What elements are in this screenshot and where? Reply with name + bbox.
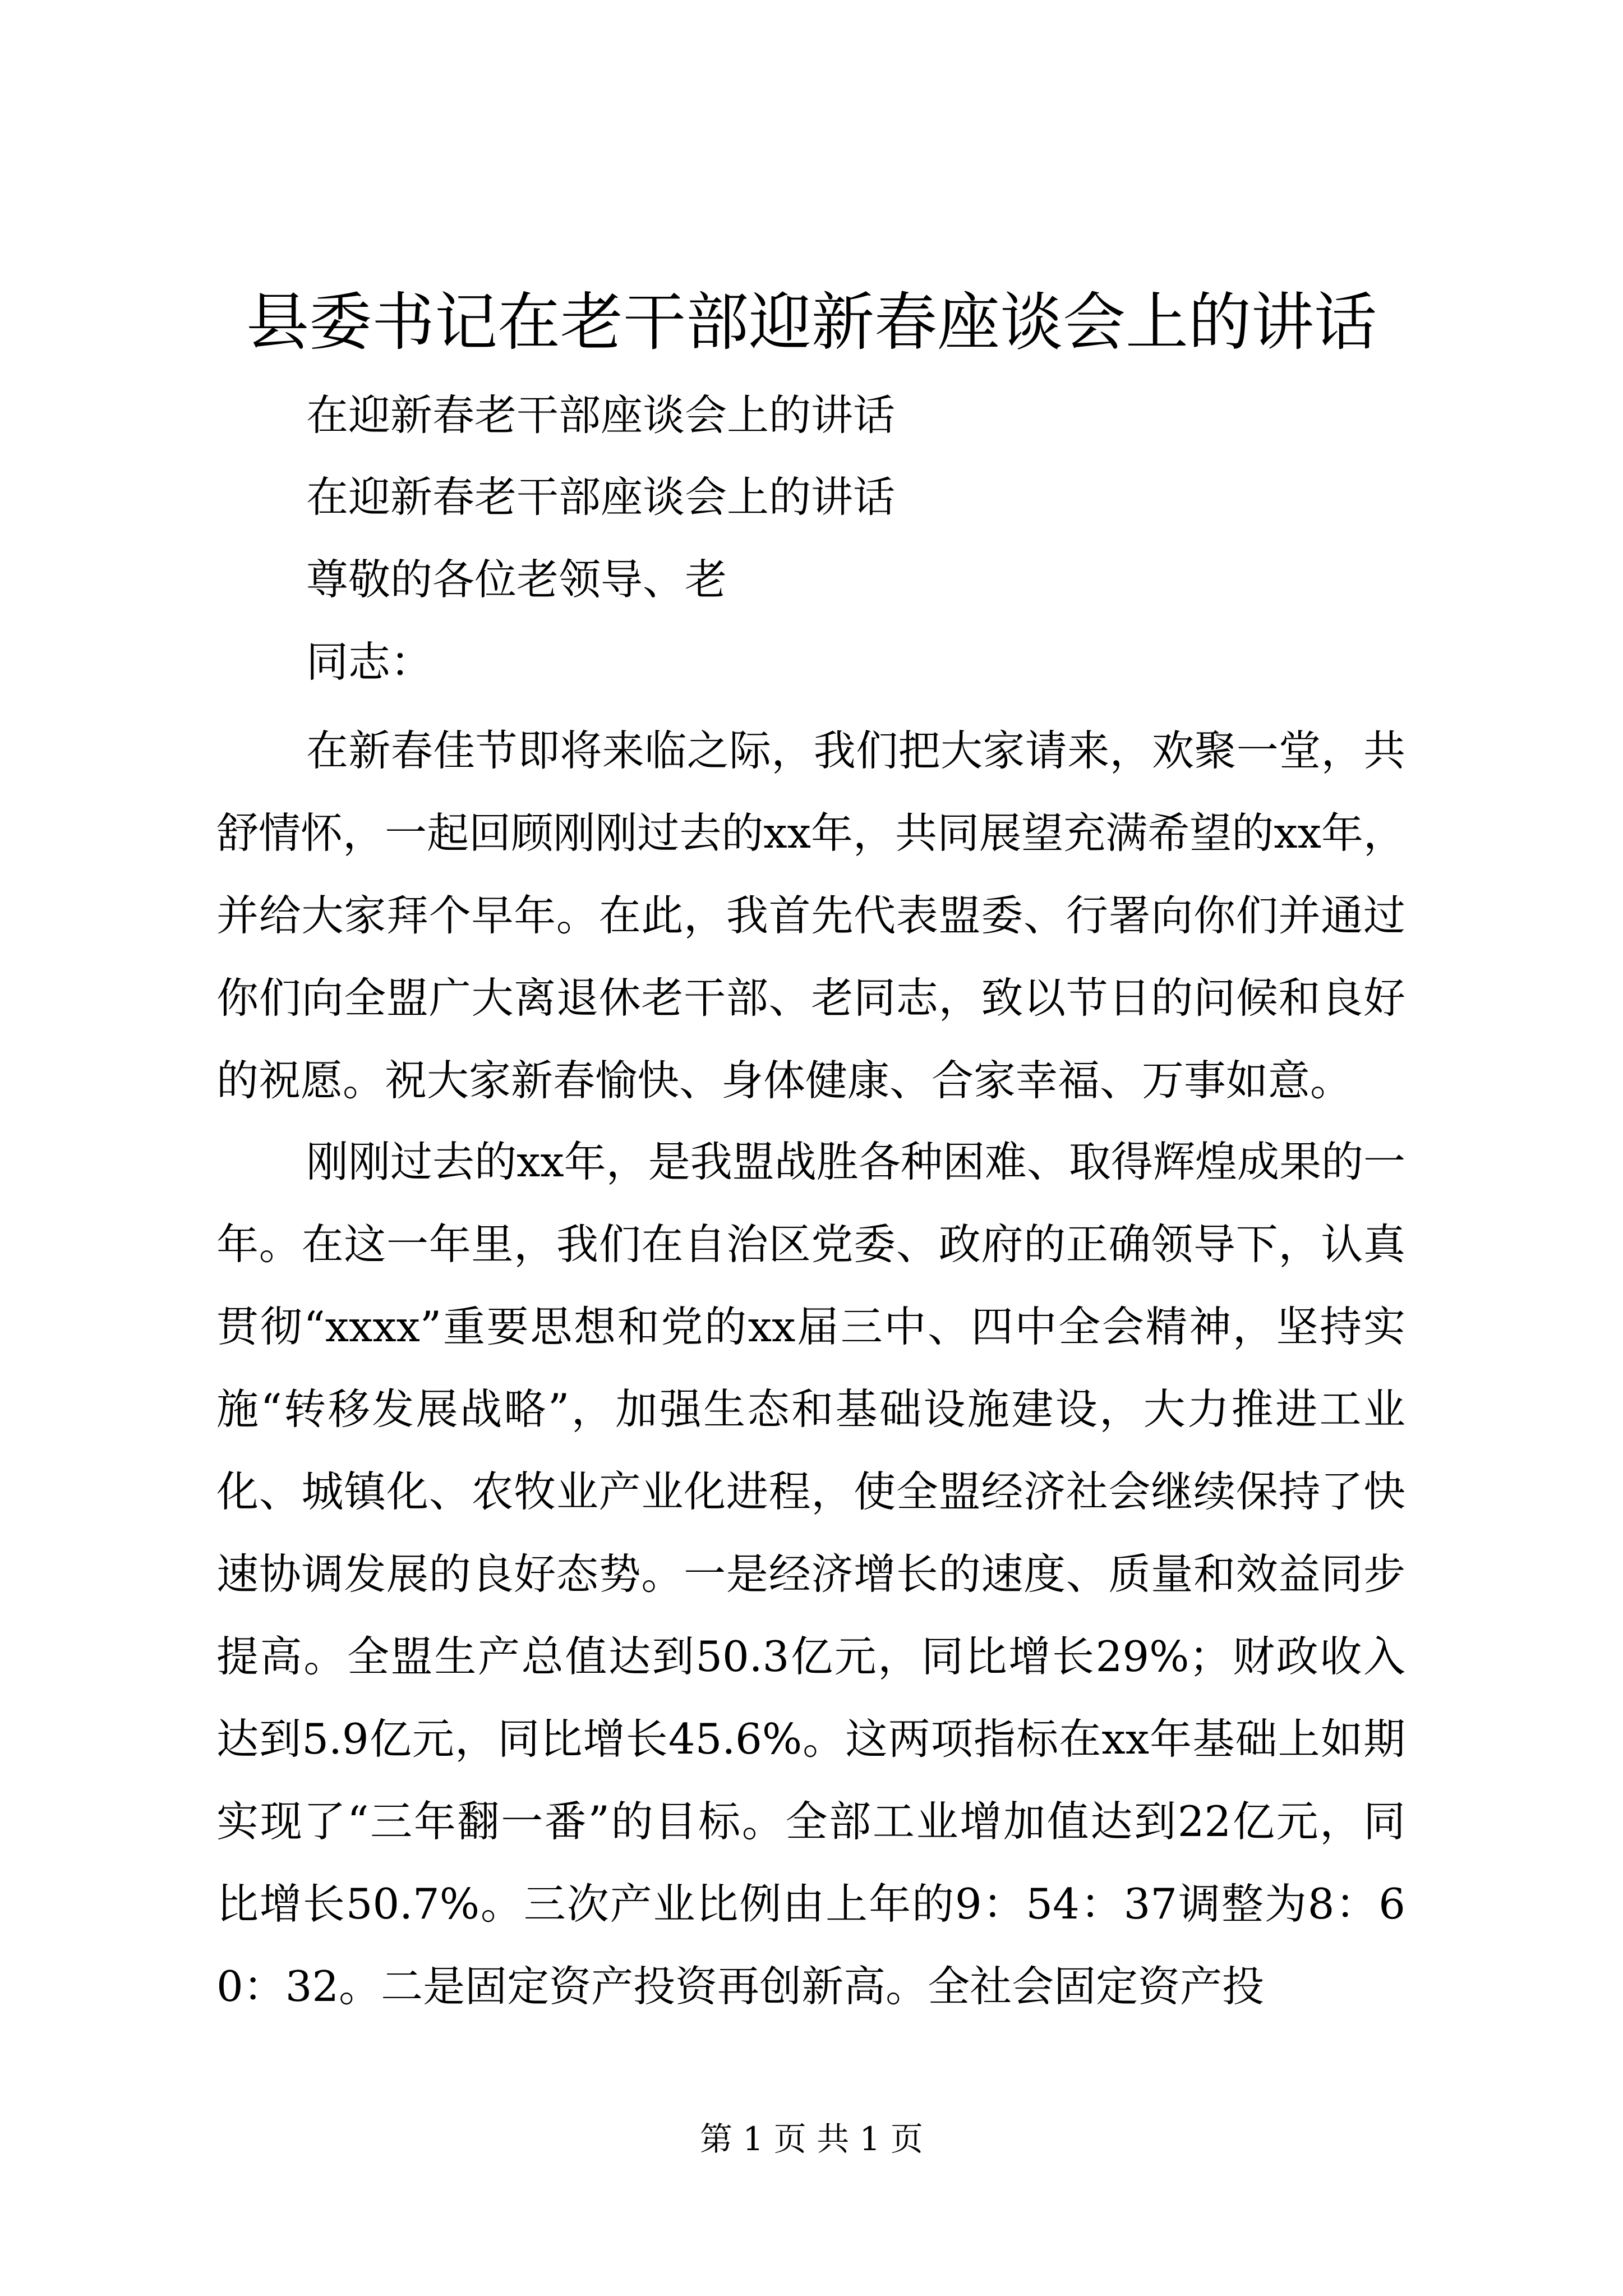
salutation-line: 同志： [306,637,433,687]
body-paragraph: 刚刚过去的xx年，是我盟战胜各种困难、取得辉煌成果的一年。在这一年里，我们在自治区党委、政府的正确领导下，认真贯彻“xxxx”重要思想和党的xx届三中、四中全会精神，坚持实施“转移发展战略”，加强生态和基础设施建设，大力推进工业化、城镇化、农牧业产业化进程，使全盟经济社会继续保持了快速协调发展的良好态势。一是经济增长的速度、质量和效益同步提高。全盟生产总值达到50.3亿元，同比增长29%；财政收入达到5.9亿元，同比增长45.6%。这两项指标在xx年基础上如期实现了“三年翻一番”的目标。全部工业增加值达到22亿元，同比增长50.7%。三次产业比例由上年的9：54：37调整为8：60：32。二是固定资产投资再创新高。全社会固定资产投 [216,1137,1405,2011]
salutation-line: 尊敬的各位老领导、老 [306,555,727,604]
body-paragraph: 在新春佳节即将来临之际，我们把大家请来，欢聚一堂，共舒情怀，一起回顾刚刚过去的xx年，共同展望充满希望的xx年，并给大家拜个早年。在此，我首先代表盟委、行署向你们并通过你们向全盟广大离退休老干部、老同志，致以节日的问候和良好的祝愿。祝大家新春愉快、身体健康、合家幸福、万事如意。 [216,726,1405,1105]
document-title: 县委书记在老干部迎新春座谈会上的讲话 [246,286,1377,359]
subtitle-line: 在迎新春老干部座谈会上的讲话 [306,472,896,522]
page-number: 第 1 页 共 1 页 [700,2120,923,2158]
subtitle-line: 在迎新春老干部座谈会上的讲话 [306,390,896,440]
